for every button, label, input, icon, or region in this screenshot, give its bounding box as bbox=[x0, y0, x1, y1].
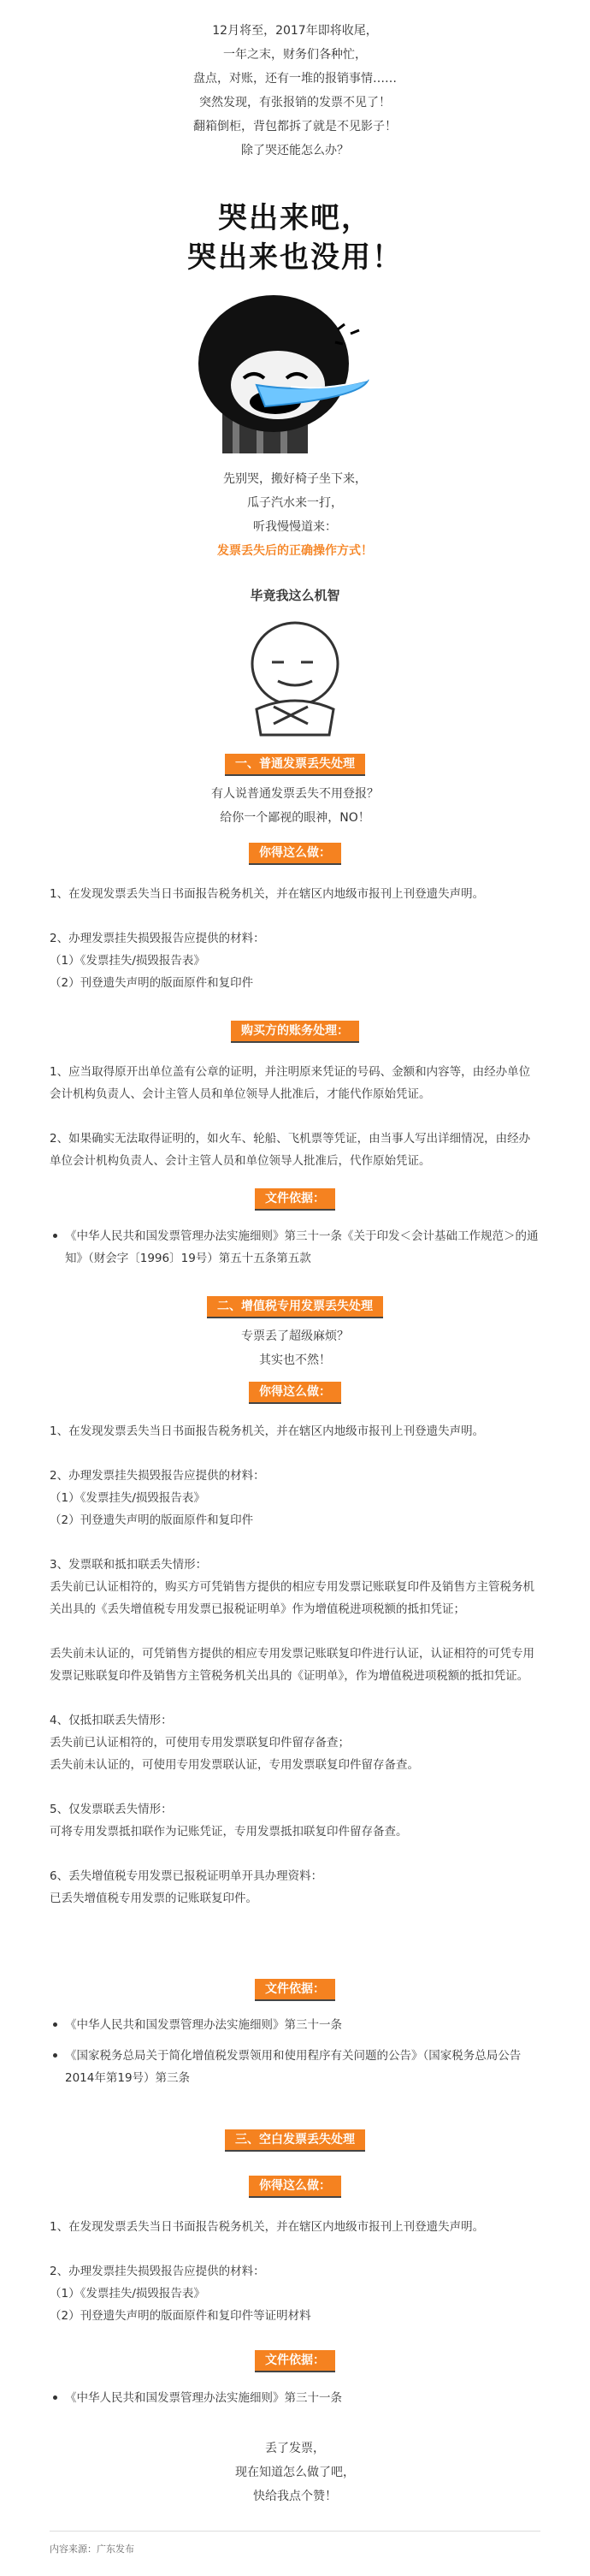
buyer-section-title bbox=[0, 1020, 590, 1043]
section-2-title-label: 二、增值税专用发票丢失处理 bbox=[207, 1296, 383, 1318]
section-2-title bbox=[0, 1295, 590, 1318]
buyer-label: 购买方的账务处理： bbox=[231, 1021, 359, 1043]
buyer-steps bbox=[0, 1061, 590, 1172]
you-do-label: 你得这么做： bbox=[249, 1382, 341, 1404]
after-hero-line: 先别哭，搬好椅子坐下来， bbox=[223, 472, 367, 486]
buyer-step: 2、如果确实无法取得证明的，如火车、轮船、飞机票等凭证，由当事人写出详细情况，由经办单位会计机构负责人、会计主管人员和单位领导人批准后，代作原始凭证。 bbox=[50, 1132, 531, 1168]
step-text: 5、仅发票联丢失情形： bbox=[50, 1803, 173, 1816]
crying-meme-image bbox=[0, 282, 590, 453]
section-2-lead bbox=[0, 1324, 590, 1372]
smart-caption: 毕竟我这么机智 bbox=[250, 588, 340, 603]
you-do-label: 你得这么做： bbox=[249, 843, 341, 865]
intro-line: 除了哭还能怎么办？ bbox=[241, 144, 349, 157]
lead-line: 有人说普通发票丢失不用登报？ bbox=[211, 787, 379, 801]
hero-line-2: 哭出来也没用！ bbox=[187, 240, 403, 275]
step-text: 1、在发现发票丢失当日书面报告税务机关，并在辖区内地级市报刊上刊登遗失声明。 bbox=[50, 887, 485, 901]
step-text: （1）《发票挂失/损毁报告表》 bbox=[50, 1491, 205, 1505]
section-1-steps bbox=[0, 883, 590, 994]
step-text: （2）刊登遗失声明的版面原件和复印件 bbox=[50, 1513, 254, 1527]
after-hero-block bbox=[0, 467, 590, 563]
step-text: 2、办理发票挂失损毁报告应提供的材料： bbox=[50, 932, 265, 945]
smart-block bbox=[0, 583, 590, 607]
section-2-you-do bbox=[0, 1381, 590, 1404]
section-1-basis-title bbox=[0, 1187, 590, 1211]
basis-label: 文件依据： bbox=[255, 1188, 335, 1211]
section-1-title-label: 一、普通发票丢失处理 bbox=[225, 754, 365, 776]
hero-text bbox=[0, 198, 590, 277]
step-text: 丢失前已认证相符的，购买方可凭销售方提供的相应专用发票记账联复印件及销售方主管税务机关出具的《丢失增值税专用发票已报税证明单》作为增值税进项税额的抵扣凭证； bbox=[50, 1580, 534, 1616]
step-text: （2）刊登遗失声明的版面原件和复印件等证明材料 bbox=[50, 2309, 311, 2323]
step-text: 丢失前未认证的，可使用专用发票联认证，专用发票联复印件留存备查。 bbox=[50, 1758, 419, 1772]
step-text: （2）刊登遗失声明的版面原件和复印件 bbox=[50, 976, 254, 990]
after-hero-line: 瓜子汽水来一打， bbox=[247, 496, 343, 510]
basis-item: 《中华人民共和国发票管理办法实施细则》第三十一条 bbox=[65, 2387, 540, 2409]
after-hero-highlight: 发票丢失后的正确操作方式！ bbox=[217, 544, 373, 558]
source-footer: 内容来源：广东发布 bbox=[50, 2531, 540, 2557]
basis-item: 《国家税务总局关于简化增值税发票领用和使用程序有关问题的公告》（国家税务总局公告2014年第19号）第三条 bbox=[65, 2045, 540, 2089]
smart-meme-image bbox=[0, 611, 590, 739]
intro-line: 突然发现，有张报销的发票不见了！ bbox=[199, 96, 391, 110]
outro-line: 快给我点个赞！ bbox=[253, 2490, 337, 2503]
intro-line: 一年之末，财务们各种忙， bbox=[223, 48, 367, 62]
section-1-you-do bbox=[0, 842, 590, 865]
smug-face-icon bbox=[0, 611, 590, 739]
section-1-basis-list bbox=[0, 1225, 590, 1278]
basis-label: 文件依据： bbox=[255, 2350, 335, 2372]
intro-line: 12月将至，2017年即将收尾， bbox=[212, 24, 378, 38]
section-1-title bbox=[0, 753, 590, 776]
buyer-step: 1、应当取得原开出单位盖有公章的证明，并注明原来凭证的号码、金额和内容等，由经办单位会计机构负责人、会计主管人员和单位领导人批准后，才能代作原始凭证。 bbox=[50, 1065, 531, 1101]
crying-face-icon bbox=[0, 282, 590, 453]
intro-block bbox=[0, 19, 590, 163]
basis-item: 《中华人民共和国发票管理办法实施细则》第三十一条《关于印发＜会计基础工作规范＞的通知》（财会字〔1996〕19号）第五十五条第五款 bbox=[65, 1225, 540, 1270]
hero-line-1: 哭出来吧， bbox=[218, 201, 372, 235]
step-text: （1）《发票挂失/损毁报告表》 bbox=[50, 2287, 205, 2301]
section-2-steps bbox=[0, 1420, 590, 1910]
section-3-steps bbox=[0, 2216, 590, 2327]
you-do-label: 你得这么做： bbox=[249, 2176, 341, 2198]
outro-block bbox=[0, 2437, 590, 2508]
step-text: 已丢失增值税专用发票的记账联复印件。 bbox=[50, 1892, 257, 1905]
section-3-title bbox=[0, 2129, 590, 2152]
basis-label: 文件依据： bbox=[255, 1979, 335, 2001]
outro-line: 丢了发票， bbox=[265, 2442, 325, 2455]
section-3-title-label: 三、空白发票丢失处理 bbox=[225, 2129, 365, 2152]
section-2-basis-title bbox=[0, 1978, 590, 2001]
step-text: 丢失前未认证的，可凭销售方提供的相应专用发票记账联复印件进行认证，认证相符的可凭专用发票记账联复印件及销售方主管税务机关出具的《证明单》，作为增值税进项税额的抵扣凭证。 bbox=[50, 1647, 534, 1683]
after-hero-line: 听我慢慢道来： bbox=[253, 520, 337, 534]
step-text: 丢失前已认证相符的，可使用专用发票联复印件留存备查； bbox=[50, 1736, 350, 1750]
step-text: 可将专用发票抵扣联作为记账凭证，专用发票抵扣联复印件留存备查。 bbox=[50, 1825, 408, 1839]
step-text: 6、丢失增值税专用发票已报税证明单开具办理资料： bbox=[50, 1869, 323, 1883]
intro-line: 翻箱倒柜，背包都拆了就是不见影子！ bbox=[193, 120, 397, 133]
section-3-basis-title bbox=[0, 2349, 590, 2372]
section-3-you-do bbox=[0, 2175, 590, 2198]
step-text: 2、办理发票挂失损毁报告应提供的材料： bbox=[50, 1469, 265, 1483]
step-text: 2、办理发票挂失损毁报告应提供的材料： bbox=[50, 2265, 265, 2278]
basis-item: 《中华人民共和国发票管理办法实施细则》第三十一条 bbox=[65, 2014, 540, 2036]
intro-line: 盘点，对账，还有一堆的报销事情…… bbox=[193, 72, 397, 86]
step-text: 1、在发现发票丢失当日书面报告税务机关，并在辖区内地级市报刊上刊登遗失声明。 bbox=[50, 2220, 485, 2234]
outro-line: 现在知道怎么做了吧， bbox=[235, 2466, 355, 2479]
lead-line: 给你一个鄙视的眼神，NO！ bbox=[220, 811, 370, 825]
section-2-basis-list bbox=[0, 2014, 590, 2098]
section-1-lead bbox=[0, 782, 590, 830]
section-3-basis-list bbox=[0, 2387, 590, 2418]
lead-line: 专票丢了超级麻烦？ bbox=[241, 1329, 349, 1343]
step-text: 4、仅抵扣联丢失情形： bbox=[50, 1714, 173, 1727]
lead-line: 其实也不然！ bbox=[259, 1353, 331, 1367]
step-text: 3、发票联和抵扣联丢失情形： bbox=[50, 1558, 208, 1572]
step-text: （1）《发票挂失/损毁报告表》 bbox=[50, 954, 205, 968]
step-text: 1、在发现发票丢失当日书面报告税务机关，并在辖区内地级市报刊上刊登遗失声明。 bbox=[50, 1424, 485, 1438]
